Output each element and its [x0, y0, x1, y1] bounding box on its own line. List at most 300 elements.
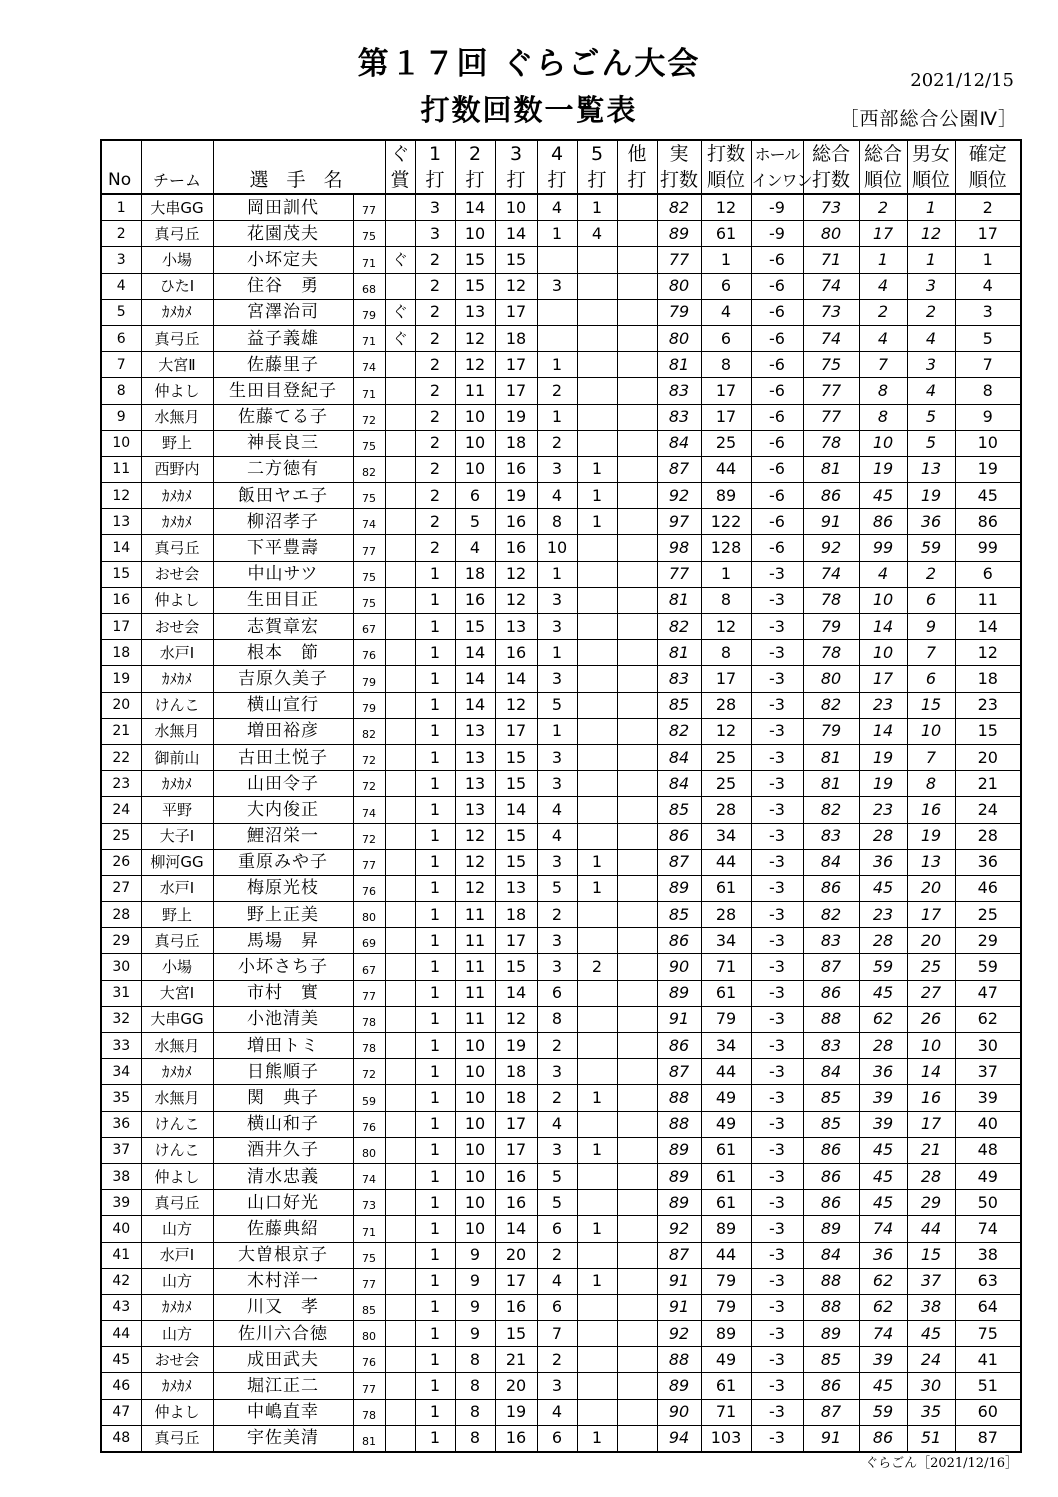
cell-final-rank: 28	[955, 823, 1021, 849]
cell-total-rank: 4	[859, 561, 907, 587]
col-total: 打数	[803, 167, 859, 194]
cell-strokes-1: 1	[415, 928, 455, 954]
cell-gu-award	[385, 1399, 415, 1425]
cell-no: 8	[101, 378, 141, 404]
cell-total-strokes: 83	[803, 823, 859, 849]
cell-strokes-2: 14	[455, 640, 495, 666]
cell-age: 71	[353, 1216, 385, 1242]
cell-final-rank: 39	[955, 1085, 1021, 1111]
cell-player-name: 重原みや子	[213, 849, 353, 875]
cell-strokes-3: 12	[495, 561, 537, 587]
cell-strokes-2: 15	[455, 247, 495, 273]
cell-player-name: 山田令子	[213, 771, 353, 797]
cell-total-strokes: 91	[803, 509, 859, 535]
cell-final-rank: 47	[955, 980, 1021, 1006]
cell-no: 35	[101, 1085, 141, 1111]
cell-strokes-2: 10	[455, 1216, 495, 1242]
cell-strokes-rank: 8	[701, 352, 751, 378]
cell-strokes-1: 1	[415, 1137, 455, 1163]
cell-other	[617, 823, 657, 849]
cell-total-strokes: 78	[803, 640, 859, 666]
cell-actual-strokes: 86	[657, 823, 701, 849]
cell-strokes-1: 1	[415, 1399, 455, 1425]
cell-total-strokes: 74	[803, 561, 859, 587]
cell-team: ｶﾒｶﾒ	[141, 1059, 213, 1085]
cell-final-rank: 46	[955, 875, 1021, 901]
col-s3: 打	[495, 167, 537, 194]
cell-total-rank: 45	[859, 1373, 907, 1399]
cell-strokes-1: 1	[415, 771, 455, 797]
cell-final-rank: 15	[955, 718, 1021, 744]
cell-total-strokes: 85	[803, 1111, 859, 1137]
cell-gu-award: ぐ	[385, 325, 415, 351]
cell-strokes-4: 6	[537, 980, 577, 1006]
cell-gender-rank: 6	[907, 666, 955, 692]
col-s2: 打	[455, 167, 495, 194]
cell-strokes-3: 18	[495, 1059, 537, 1085]
cell-hole-in-one: -3	[751, 1190, 803, 1216]
cell-strokes-5	[577, 587, 617, 613]
cell-gu-award	[385, 718, 415, 744]
cell-hole-in-one: -6	[751, 378, 803, 404]
cell-team: 山方	[141, 1268, 213, 1294]
cell-gender-rank: 7	[907, 640, 955, 666]
cell-strokes-3: 18	[495, 1085, 537, 1111]
cell-gender-rank: 29	[907, 1190, 955, 1216]
cell-gu-award: ぐ	[385, 247, 415, 273]
cell-total-strokes: 79	[803, 614, 859, 640]
cell-strokes-rank: 79	[701, 1006, 751, 1032]
cell-strokes-3: 15	[495, 744, 537, 770]
cell-age: 77	[353, 194, 385, 221]
cell-strokes-rank: 44	[701, 1242, 751, 1268]
cell-player-name: 住谷 勇	[213, 273, 353, 299]
cell-strokes-5	[577, 1033, 617, 1059]
cell-strokes-5: 1	[577, 849, 617, 875]
cell-total-rank: 10	[859, 430, 907, 456]
cell-gender-rank: 20	[907, 928, 955, 954]
cell-gu-award	[385, 1059, 415, 1085]
cell-other	[617, 640, 657, 666]
cell-gu-award	[385, 928, 415, 954]
cell-hole-in-one: -6	[751, 404, 803, 430]
cell-team: 山方	[141, 1216, 213, 1242]
cell-strokes-1: 2	[415, 325, 455, 351]
cell-no: 27	[101, 875, 141, 901]
cell-strokes-rank: 89	[701, 483, 751, 509]
cell-strokes-1: 2	[415, 299, 455, 325]
cell-player-name: 根本 節	[213, 640, 353, 666]
cell-total-rank: 14	[859, 718, 907, 744]
cell-gu-award: ぐ	[385, 299, 415, 325]
cell-age: 76	[353, 1111, 385, 1137]
cell-strokes-rank: 17	[701, 666, 751, 692]
cell-age: 72	[353, 744, 385, 770]
cell-hole-in-one: -3	[751, 640, 803, 666]
cell-age: 77	[353, 849, 385, 875]
cell-hole-in-one: -3	[751, 718, 803, 744]
cell-strokes-5	[577, 614, 617, 640]
cell-total-rank: 10	[859, 587, 907, 613]
cell-strokes-1: 1	[415, 1321, 455, 1347]
cell-strokes-1: 1	[415, 1006, 455, 1032]
cell-strokes-2: 11	[455, 954, 495, 980]
cell-strokes-4: 5	[537, 1190, 577, 1216]
cell-strokes-4: 3	[537, 928, 577, 954]
cell-hole-in-one: -3	[751, 797, 803, 823]
cell-no: 46	[101, 1373, 141, 1399]
cell-actual-strokes: 85	[657, 902, 701, 928]
cell-strokes-4: 3	[537, 954, 577, 980]
cell-player-name: 大曽根京子	[213, 1242, 353, 1268]
cell-team: けんこ	[141, 692, 213, 718]
cell-total-strokes: 84	[803, 849, 859, 875]
cell-strokes-3: 12	[495, 273, 537, 299]
cell-actual-strokes: 87	[657, 849, 701, 875]
col-hio-top: ホール	[751, 140, 803, 167]
cell-final-rank: 20	[955, 744, 1021, 770]
cell-strokes-4: 6	[537, 1216, 577, 1242]
cell-strokes-1: 3	[415, 221, 455, 247]
cell-final-rank: 2	[955, 194, 1021, 221]
cell-strokes-5	[577, 718, 617, 744]
table-row	[101, 378, 1021, 404]
table-row	[101, 1111, 1021, 1137]
cell-gender-rank: 4	[907, 378, 955, 404]
cell-actual-strokes: 85	[657, 692, 701, 718]
cell-total-rank: 36	[859, 1242, 907, 1268]
cell-age: 71	[353, 378, 385, 404]
cell-other	[617, 587, 657, 613]
cell-strokes-3: 19	[495, 404, 537, 430]
cell-other	[617, 1347, 657, 1373]
cell-strokes-1: 3	[415, 194, 455, 221]
cell-strokes-3: 20	[495, 1373, 537, 1399]
cell-other	[617, 1006, 657, 1032]
cell-age: 77	[353, 1373, 385, 1399]
cell-strokes-2: 5	[455, 509, 495, 535]
cell-gender-rank: 38	[907, 1294, 955, 1320]
cell-hole-in-one: -3	[751, 1294, 803, 1320]
cell-other	[617, 1242, 657, 1268]
cell-team: 仲よし	[141, 1399, 213, 1425]
cell-total-strokes: 89	[803, 1321, 859, 1347]
cell-player-name: 中嶋直幸	[213, 1399, 353, 1425]
cell-gu-award	[385, 1425, 415, 1452]
cell-hole-in-one: -3	[751, 1163, 803, 1189]
cell-total-strokes: 86	[803, 1163, 859, 1189]
cell-strokes-4: 3	[537, 273, 577, 299]
cell-age: 74	[353, 352, 385, 378]
table-row	[101, 1321, 1021, 1347]
cell-team: 仲よし	[141, 378, 213, 404]
footer-credit: ぐらごん［2021/12/16］	[865, 1456, 1018, 1471]
cell-strokes-3: 17	[495, 718, 537, 744]
cell-total-rank: 45	[859, 483, 907, 509]
cell-strokes-rank: 44	[701, 849, 751, 875]
cell-other	[617, 771, 657, 797]
cell-gu-award	[385, 378, 415, 404]
cell-strokes-rank: 25	[701, 771, 751, 797]
cell-strokes-5	[577, 535, 617, 561]
cell-total-strokes: 82	[803, 797, 859, 823]
cell-strokes-rank: 61	[701, 221, 751, 247]
cell-total-rank: 59	[859, 1399, 907, 1425]
cell-no: 9	[101, 404, 141, 430]
table-row	[101, 1399, 1021, 1425]
cell-final-rank: 23	[955, 692, 1021, 718]
cell-final-rank: 37	[955, 1059, 1021, 1085]
cell-age: 75	[353, 221, 385, 247]
cell-player-name: 市村 實	[213, 980, 353, 1006]
table-row	[101, 771, 1021, 797]
cell-player-name: 横山宣行	[213, 692, 353, 718]
header-row-top	[101, 140, 1021, 167]
cell-strokes-4: 4	[537, 483, 577, 509]
cell-gender-rank: 2	[907, 299, 955, 325]
cell-gender-rank: 17	[907, 902, 955, 928]
cell-gender-rank: 8	[907, 771, 955, 797]
cell-team: 大宮Ⅰ	[141, 980, 213, 1006]
cell-age: 72	[353, 404, 385, 430]
cell-player-name: 山口好光	[213, 1190, 353, 1216]
cell-age: 75	[353, 483, 385, 509]
cell-total-rank: 10	[859, 640, 907, 666]
cell-player-name: 増田トミ	[213, 1033, 353, 1059]
cell-total-strokes: 81	[803, 744, 859, 770]
cell-total-strokes: 74	[803, 325, 859, 351]
cell-no: 44	[101, 1321, 141, 1347]
table-row	[101, 823, 1021, 849]
cell-strokes-2: 10	[455, 1085, 495, 1111]
cell-actual-strokes: 94	[657, 1425, 701, 1452]
cell-strokes-4: 3	[537, 1059, 577, 1085]
cell-age: 75	[353, 587, 385, 613]
cell-no: 22	[101, 744, 141, 770]
cell-strokes-2: 13	[455, 718, 495, 744]
cell-gender-rank: 10	[907, 1033, 955, 1059]
cell-no: 47	[101, 1399, 141, 1425]
col-hio: インワン	[751, 167, 803, 194]
cell-team: 小場	[141, 247, 213, 273]
cell-other	[617, 1399, 657, 1425]
cell-strokes-1: 1	[415, 1085, 455, 1111]
cell-gender-rank: 15	[907, 1242, 955, 1268]
cell-player-name: 鯉沼栄一	[213, 823, 353, 849]
cell-total-rank: 2	[859, 299, 907, 325]
cell-other	[617, 614, 657, 640]
col-strokes-top: 打数	[701, 140, 751, 167]
cell-team: けんこ	[141, 1111, 213, 1137]
cell-total-rank: 17	[859, 221, 907, 247]
cell-total-rank: 28	[859, 823, 907, 849]
cell-strokes-3: 12	[495, 692, 537, 718]
cell-gender-rank: 16	[907, 1085, 955, 1111]
table-row	[101, 456, 1021, 482]
cell-age: 74	[353, 797, 385, 823]
cell-strokes-3: 16	[495, 456, 537, 482]
cell-team: 仲よし	[141, 1163, 213, 1189]
cell-final-rank: 36	[955, 849, 1021, 875]
cell-total-rank: 14	[859, 614, 907, 640]
cell-player-name: 佐藤典紹	[213, 1216, 353, 1242]
cell-strokes-3: 16	[495, 535, 537, 561]
cell-age: 73	[353, 1190, 385, 1216]
cell-final-rank: 21	[955, 771, 1021, 797]
table-row	[101, 587, 1021, 613]
cell-gu-award	[385, 823, 415, 849]
table-row	[101, 561, 1021, 587]
event-date: 2021/12/15	[910, 70, 1014, 91]
cell-other	[617, 1033, 657, 1059]
cell-total-strokes: 85	[803, 1085, 859, 1111]
cell-total-rank: 1	[859, 247, 907, 273]
cell-strokes-2: 11	[455, 378, 495, 404]
cell-age: 79	[353, 666, 385, 692]
cell-other	[617, 247, 657, 273]
cell-hole-in-one: -3	[751, 1347, 803, 1373]
cell-player-name: 小池清美	[213, 1006, 353, 1032]
cell-strokes-4: 3	[537, 614, 577, 640]
cell-gu-award	[385, 352, 415, 378]
cell-total-rank: 74	[859, 1216, 907, 1242]
cell-other	[617, 1059, 657, 1085]
cell-other	[617, 1373, 657, 1399]
cell-final-rank: 50	[955, 1190, 1021, 1216]
cell-strokes-rank: 49	[701, 1085, 751, 1111]
cell-strokes-1: 1	[415, 1425, 455, 1452]
page-title: 第１７回 ぐらごん大会	[357, 46, 701, 82]
cell-actual-strokes: 89	[657, 1163, 701, 1189]
cell-age: 81	[353, 1425, 385, 1452]
cell-strokes-3: 15	[495, 823, 537, 849]
cell-actual-strokes: 79	[657, 299, 701, 325]
cell-total-strokes: 77	[803, 404, 859, 430]
cell-age: 75	[353, 1242, 385, 1268]
cell-strokes-4: 7	[537, 1321, 577, 1347]
cell-gu-award	[385, 483, 415, 509]
cell-other	[617, 1321, 657, 1347]
table-row	[101, 928, 1021, 954]
cell-team: おせ会	[141, 1347, 213, 1373]
cell-no: 28	[101, 902, 141, 928]
cell-no: 21	[101, 718, 141, 744]
cell-gender-rank: 59	[907, 535, 955, 561]
cell-gu-award	[385, 692, 415, 718]
cell-actual-strokes: 77	[657, 561, 701, 587]
col-other-top: 他	[617, 140, 657, 167]
cell-strokes-1: 1	[415, 692, 455, 718]
cell-strokes-rank: 8	[701, 587, 751, 613]
cell-strokes-4: 1	[537, 221, 577, 247]
cell-strokes-2: 6	[455, 483, 495, 509]
cell-no: 41	[101, 1242, 141, 1268]
cell-other	[617, 194, 657, 221]
cell-total-strokes: 73	[803, 299, 859, 325]
cell-final-rank: 49	[955, 1163, 1021, 1189]
cell-strokes-1: 1	[415, 1111, 455, 1137]
cell-strokes-rank: 34	[701, 928, 751, 954]
cell-other	[617, 928, 657, 954]
cell-other	[617, 273, 657, 299]
cell-gu-award	[385, 430, 415, 456]
cell-hole-in-one: -6	[751, 430, 803, 456]
cell-total-strokes: 87	[803, 954, 859, 980]
cell-strokes-rank: 103	[701, 1425, 751, 1452]
cell-strokes-rank: 61	[701, 875, 751, 901]
cell-final-rank: 29	[955, 928, 1021, 954]
cell-strokes-1: 1	[415, 875, 455, 901]
cell-final-rank: 1	[955, 247, 1021, 273]
cell-strokes-4: 1	[537, 404, 577, 430]
cell-team: おせ会	[141, 561, 213, 587]
cell-player-name: 益子義雄	[213, 325, 353, 351]
cell-strokes-4: 1	[537, 718, 577, 744]
cell-total-strokes: 74	[803, 273, 859, 299]
cell-no: 48	[101, 1425, 141, 1452]
cell-strokes-1: 1	[415, 1033, 455, 1059]
cell-team: 仲よし	[141, 587, 213, 613]
cell-player-name: 馬場 昇	[213, 928, 353, 954]
cell-hole-in-one: -3	[751, 928, 803, 954]
table-row	[101, 404, 1021, 430]
cell-final-rank: 30	[955, 1033, 1021, 1059]
cell-strokes-4	[537, 247, 577, 273]
cell-strokes-3: 15	[495, 771, 537, 797]
cell-strokes-3: 16	[495, 1163, 537, 1189]
table-row	[101, 1242, 1021, 1268]
cell-strokes-5	[577, 404, 617, 430]
cell-total-rank: 62	[859, 1006, 907, 1032]
cell-actual-strokes: 88	[657, 1085, 701, 1111]
cell-strokes-2: 18	[455, 561, 495, 587]
table-row	[101, 483, 1021, 509]
cell-player-name: 小坏さち子	[213, 954, 353, 980]
cell-strokes-4: 3	[537, 1137, 577, 1163]
cell-total-strokes: 86	[803, 875, 859, 901]
cell-age: 76	[353, 1347, 385, 1373]
cell-strokes-1: 1	[415, 1294, 455, 1320]
cell-team: 真弓丘	[141, 325, 213, 351]
cell-total-rank: 74	[859, 1321, 907, 1347]
cell-other	[617, 430, 657, 456]
cell-player-name: 二方徳有	[213, 456, 353, 482]
cell-no: 14	[101, 535, 141, 561]
cell-hole-in-one: -6	[751, 509, 803, 535]
cell-gender-rank: 3	[907, 352, 955, 378]
cell-gu-award	[385, 1347, 415, 1373]
cell-strokes-4: 2	[537, 902, 577, 928]
col-s4: 打	[537, 167, 577, 194]
cell-total-strokes: 78	[803, 587, 859, 613]
cell-strokes-rank: 61	[701, 1373, 751, 1399]
cell-strokes-3: 20	[495, 1242, 537, 1268]
cell-strokes-5	[577, 561, 617, 587]
cell-strokes-3: 14	[495, 1216, 537, 1242]
table-row	[101, 1163, 1021, 1189]
cell-gender-rank: 20	[907, 875, 955, 901]
cell-age: 79	[353, 692, 385, 718]
cell-team: 水無月	[141, 1033, 213, 1059]
cell-actual-strokes: 80	[657, 273, 701, 299]
cell-total-rank: 19	[859, 456, 907, 482]
cell-age: 77	[353, 535, 385, 561]
cell-strokes-rank: 79	[701, 1268, 751, 1294]
cell-no: 17	[101, 614, 141, 640]
cell-gender-rank: 13	[907, 456, 955, 482]
cell-strokes-3: 16	[495, 640, 537, 666]
cell-hole-in-one: -3	[751, 614, 803, 640]
